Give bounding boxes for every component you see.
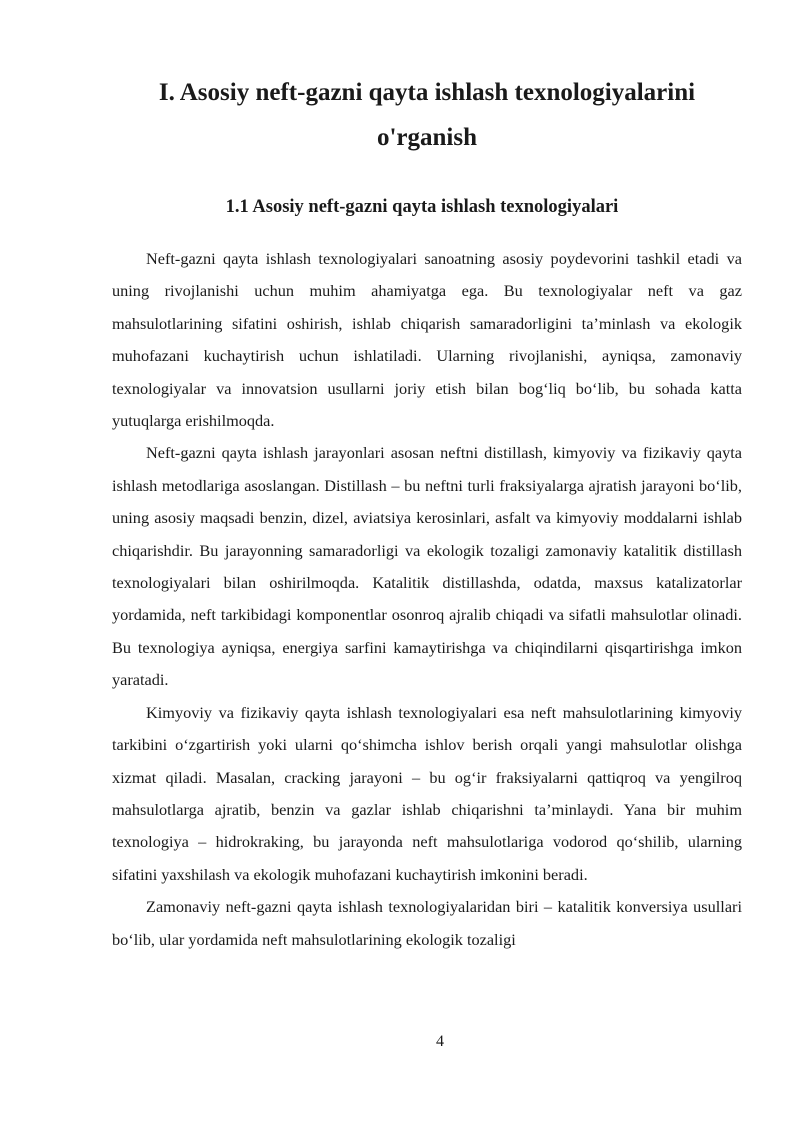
paragraph: Kimyoviy va fizikaviy qayta ishlash texnologiyalari esa neft mahsulotlarining kimyoviy tarkibini o‘zgartirish yoki ularni qo‘shimcha ishlov berish orqali yangi mahsulotlar olishga xizmat qiladi. Masalan, cracking jarayoni – bu og‘ir fraksiyalarni qattiqroq va yengilroq mahsulotlarga ajratib, benzin va gazlar ishlab chiqarishni ta’minlaydi. Yana bir muhim texnologiya – hidrokraking, bu jarayonda neft mahsulotlariga vodorod qo‘shilib, ularning sifatini yaxshilash va ekologik muhofazani kuchaytirish imkonini beradi. — [112, 702, 742, 884]
paragraph: Zamonaviy neft-gazni qayta ishlash texnologiyalaridan biri – katalitik konversiya usullari bo‘lib, ular yordamida neft mahsulotlarining ekologik tozaligi — [112, 897, 742, 949]
body-text — [112, 243, 742, 956]
paragraph: Neft-gazni qayta ishlash texnologiyalari sanoatning asosiy poydevorini tashkil etadi va uning rivojlanishi uchun muhim ahamiyatga ega. Bu texnologiyalar neft va gaz mahsulotlarining sifatini oshirish, ishlab chiqarish samaradorligini ta’minlash va ekologik muhofazani kuchaytirish uchun ishlatiladi. Ularning rivojlanishi, ayniqsa, zamonaviy texnologiyalar va innovatsion usullarni joriy etish bilan bog‘liq bo‘lib, bu sohada katta yutuqlarga erishilmoqda. — [112, 249, 742, 431]
paragraph: Neft-gazni qayta ishlash jarayonlari asosan neftni distillash, kimyoviy va fizikaviy qayta ishlash metodlariga asoslangan. Distillash – bu neftni turli fraksiyalarga ajratish jarayoni bo‘lib, uning asosiy maqsadi benzin, dizel, aviatsiya kerosinlari, asfalt va kimyoviy moddalarni ishlab chiqarishdir. Bu jarayonning samaradorligi va ekologik tozaligi zamonaviy katalitik distillash texnologiyalari bilan oshirilmoqda. Katalitik distillashda, odatda, maxsus katalizatorlar yordamida, neft tarkibidagi komponentlar osonroq ajralib chiqadi va sifatli mahsulotlar olinadi. Bu texnologiya ayniqsa, energiya sarfini kamaytirishga va chiqindilarni qisqartirishga imkon yaratadi. — [112, 443, 742, 690]
chapter-title: I. Asosiy neft-gazni qayta ishlash texnologiyalarini o'rganish — [158, 79, 696, 151]
page-number: 4 — [436, 1033, 444, 1050]
section-title: 1.1 Asosiy neft-gazni qayta ishlash texnologiyalari — [225, 197, 619, 217]
